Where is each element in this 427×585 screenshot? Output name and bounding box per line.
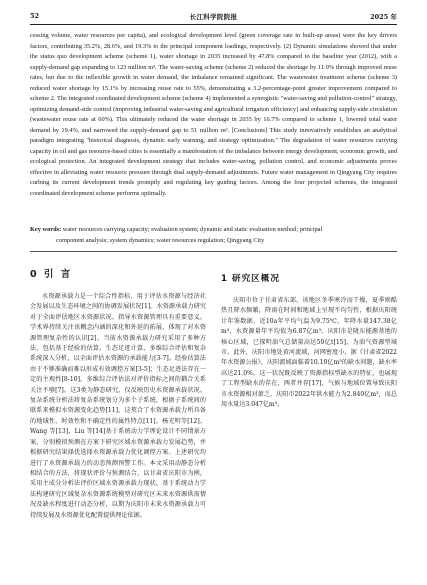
english-abstract <box>30 31 397 199</box>
study-area-paragraph: 庆阳市位于甘肃省东部，该地区冬季寒冷而干燥，夏季则酷热且降水频繁，降雨在时间和地域上呈现不均匀性，根据庆阳统计年鉴数据，近10a年平均气温为9.75℃，年降水量147.38亿m³，水资源量年平均值为6.87亿m³。庆阳市是陇东能源基地的核心区域，已探明油气总储量高达50亿t[15]，为油气资源型城市。此外，庆阳市地处黄河流域，河网密度小，据《甘肃省2022年水资源公报》，庆阳流域面临着10.10亿m³的缺水问题，缺水率高达21.0%，这一状况既反映了资源指标型缺水的特征，也展现了工程型缺水的存在，两者并存[17]，气候与地域位置导致庆阳市水资源相对萧乏。庆阳市2022年供水能力为2.840亿m³，而总用水量达3.047亿m³。 <box>221 297 397 409</box>
right-column <box>221 258 397 410</box>
section-heading-study-area: 1 研究区概况 <box>221 274 280 284</box>
header-rule <box>30 24 397 25</box>
section-divider <box>30 251 397 252</box>
publication-year: 2025 年 <box>370 13 397 21</box>
keywords-label: Key words: <box>30 226 62 233</box>
keywords-line-1: water resources carrying capacity; evaluation system; dynamic and static evaluation method; principal <box>62 226 323 233</box>
journal-name: 长江科学院院报 <box>189 13 238 21</box>
introduction-paragraph: 水资源承载力是一个综合性指标，用于评估水资源与经济社会发展以及生态环境之间的协调发展状况[1]。水资源承载力研究对于全面评估地区水资源状况、指导水资源管理具有重要意义。学术界持续关注该概念内涵的深化和外延的拓展，体现了对水资源管理复杂性的认识[2]。当前水资源承载力研究采用了多种方法，包括基于经验的估算、生态足迹计算、多维综合评估和复杂系统深入分析，以全面评估水资源的承载能力[3-7]。经验估算法由于不够准确而难以形成有效调控方案[3-5]；生态足迹法存在一定的主观性[8-10]，多维综合评估法对评价指标之间的耦合关系关注不够[7]。这3类为静态研究，仅反映历史水资源承载状况。复杂系统分析法将复杂系统划分为多个子系统，根据子系统间的联系来模拟水资源变化趋势[11]，这契合了水资源承载力所具备的地域性、时效性和不确定性的属性特点[11]。杨光明等[12]、Wang 等[13]、Liu 等[14]基于系统动力学理论设计不同情景方案，分别模拟预测在方案下研究区域水资源承载力发展趋势，并根据研究结果择优选择水资源承载力优化调控方案。上述研究均进行了水资源承载力的动态预测预警工作。本文采用动静态分析相结合的方法，将现状评价与预测结合，以甘肃省庆阳市为例，采用主成分分析法评价区域水资源承载力现状，基于系统动力学法构建研究区域复杂水资源系统模型对研究区未来水资源供需情况及缺水程度进行动态分析，以期为庆阳市未来水资源承载力可持续发展及水资源优化配置提供理论依据。 <box>30 293 206 519</box>
section-heading-introduction: 0 引 言 <box>30 269 73 280</box>
keywords-line-2: component analysis; system dynamics; water resources regulation; Qingyang City <box>56 236 265 244</box>
page-number: 52 <box>30 12 40 20</box>
keywords-block <box>30 225 397 246</box>
left-column <box>30 258 206 521</box>
abstract-text: cessing volume, water resources per capita), and ecological development level (green coverage rate in built-up areas) were the key drivers factors, contributing 35.2%, 28.6%, and 19.3% to the principal component loadings, respectively. (2) Dynamic simulations showed that under the status quo development scheme (scheme 1), water shortage in 2035 increased by 47.8% compared to the baseline year (2012), with a supply-demand gap expanding to 123 million m³. The water-saving scheme (scheme 2) reduced the shortage by 11.9% through improved reuse rates, but due to the inflexible growth in water demand, the imbalance remained significant. The wastewater treatment scheme (scheme 3) reduced water shortage by 15.1% by increasing reuse rate to 55%, demonstrating a 3.2-percentage-point greater improvement compared to scheme 2. The integrated coordinated development scheme (scheme 4) implemented a synergistic "water-saving and pollution-control" strategy, optimizing demand-side control (improving industrial water-saving and agricultural irrigation efficiency) and enhancing supply-side circulation (wastewater reuse rate at 60%). This ultimately reduced the water shortage in 2035 by 16.7% compared to scheme 1, lowered total water demand by 19.4%, and narrowed the supply-demand gap to 51 million m³. [Conclusions] This study innovatively establishes an analytical paradigm integrating "historical diagnosis, dynamic early warning, and strategy optimization." The degradation of water resources carrying capacity in oil and gas resource-based cities is essentially a manifestation of the imbalance between energy development, economic growth, and ecological protection. An integrated development strategy that includes water-saving, pollution control, and economic adjustments proves effective in alleviating water resource pressure through dual supply-demand adjustments. Future water management in Qingyang City requires curbing its current development trends promptly and regulating key guiding factors. Among the four projected schemes, the integrated coordinated development scheme performs optimally. <box>30 32 397 197</box>
